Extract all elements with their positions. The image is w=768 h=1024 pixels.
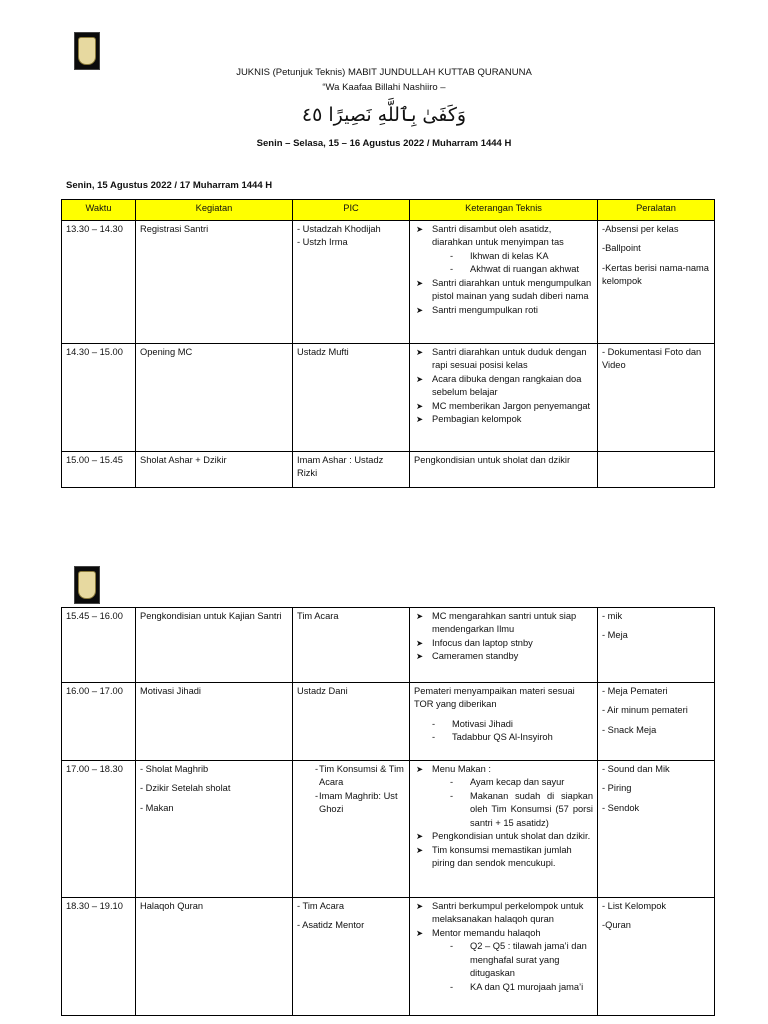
activity-line: - Makan: [140, 802, 174, 813]
notes-cell: [410, 683, 598, 761]
note-text: Mentor memandu halaqoh: [432, 927, 541, 938]
document-title: JUKNIS (Petunjuk Teknis) MABIT JUNDULLAH KUTTAB QURANUNA: [236, 67, 532, 78]
notes-cell: [410, 221, 598, 344]
activity-line: - Sholat Maghrib: [140, 764, 209, 774]
header-pic: PIC: [293, 200, 410, 221]
equipment-cell: [598, 608, 715, 683]
pic-cell: [293, 761, 410, 898]
list-item: - Imam Maghrib: Ust Ghozi: [297, 790, 405, 817]
activity-cell: Opening MC: [136, 344, 293, 452]
table-row: [62, 683, 715, 761]
equipment-cell: [598, 683, 715, 761]
header-keterangan: Keterangan Teknis: [410, 200, 598, 221]
table-header-row: [62, 200, 715, 221]
pic-line: - Tim Acara: [297, 901, 345, 911]
time-cell: 17.00 – 18.30: [62, 761, 136, 898]
pic-cell: Imam Ashar : Ustadz Rizki: [293, 452, 410, 488]
list-item: - Ikhwan di kelas KA: [432, 250, 593, 263]
equipment-item: - Meja: [602, 630, 628, 641]
arabic-verse: وَكَفَىٰ بِٱللَّهِ نَصِيرًا ٤٥: [301, 104, 467, 126]
equipment-cell: [598, 452, 715, 488]
list-item: ➤ Pembagian kelompok: [414, 413, 593, 426]
equipment-item: - Sound dan Mik: [602, 764, 670, 774]
list-item: ➤ Infocus dan laptop stnby: [414, 637, 593, 650]
list-item: ➤ MC memberikan Jargon penyemangat: [414, 400, 593, 413]
equipment-item: - Snack Meja: [602, 724, 657, 735]
equipment-item: -Quran: [602, 920, 631, 931]
list-item: ➤ Pengkondisian untuk sholat dan dzikir.: [414, 830, 593, 843]
list-item: ➤ Acara dibuka dengan rangkaian doa sebelum belajar: [414, 373, 593, 400]
table-row: [62, 221, 715, 344]
note-text: Santri disambut oleh asatidz, diarahkan untuk menyimpan tas: [432, 224, 564, 248]
activity-line: - Dzikir Setelah sholat: [140, 783, 231, 794]
list-item: - Makanan sudah di siapkan oleh Tim Konsumsi (57 porsi santri + 15 asatidz): [432, 790, 593, 830]
activity-cell: Sholat Ashar + Dzikir: [136, 452, 293, 488]
equipment-item: - Air minum pemateri: [602, 705, 688, 716]
list-item: [414, 763, 593, 830]
list-item: [414, 223, 593, 277]
activity-cell: Halaqoh Quran: [136, 898, 293, 1016]
equipment-cell: [598, 761, 715, 898]
header-waktu: Waktu: [62, 200, 136, 221]
time-cell: 18.30 – 19.10: [62, 898, 136, 1016]
time-cell: 16.00 – 17.00: [62, 683, 136, 761]
time-cell: 14.30 – 15.00: [62, 344, 136, 452]
table-row: [62, 344, 715, 452]
list-item: ➤ Santri mengumpulkan roti: [414, 304, 593, 317]
list-item: - Tim Konsumsi & Tim Acara: [297, 763, 405, 790]
emblem-icon: [78, 571, 96, 599]
list-item: - Akhwat di ruangan akhwat: [432, 263, 593, 276]
equipment-item: - Piring: [602, 783, 632, 794]
pic-cell: Ustadz Dani: [293, 683, 410, 761]
list-item: - Motivasi Jihadi: [414, 718, 593, 731]
pic-cell: [293, 898, 410, 1016]
pic-cell: Tim Acara: [293, 608, 410, 683]
equipment-item: -Kertas berisi nama-nama kelompok: [602, 262, 709, 287]
school-logo: [74, 566, 100, 604]
time-cell: 15.00 – 15.45: [62, 452, 136, 488]
equipment-item: - Sendok: [602, 802, 640, 813]
list-item: ➤ Santri diarahkan untuk duduk dengan rapi sesuai posisi kelas: [414, 346, 593, 373]
table-row: [62, 898, 715, 1016]
time-cell: 15.45 – 16.00: [62, 608, 136, 683]
list-item: - KA dan Q1 murojaah jama’i: [432, 981, 593, 994]
equipment-cell: [598, 898, 715, 1016]
header-kegiatan: Kegiatan: [136, 200, 293, 221]
time-cell: 13.30 – 14.30: [62, 221, 136, 344]
list-item: [414, 927, 593, 994]
table-row: [62, 452, 715, 488]
equipment-item: - Meja Pemateri: [602, 686, 668, 696]
activity-cell: Registrasi Santri: [136, 221, 293, 344]
equipment-item: -Ballpoint: [602, 243, 641, 254]
pic-cell: [293, 221, 410, 344]
header-peralatan: Peralatan: [598, 200, 715, 221]
emblem-icon: [78, 37, 96, 65]
list-item: ➤ Santri berkumpul perkelompok untuk melaksanakan halaqoh quran: [414, 900, 593, 927]
document-motto: “Wa Kaafaa Billahi Nashiiro –: [322, 82, 446, 93]
activity-cell: Motivasi Jihadi: [136, 683, 293, 761]
list-item: - Tadabbur QS Al-Insyiroh: [414, 731, 593, 744]
notes-cell: [410, 898, 598, 1016]
pic-line: - Ustzh Irma: [297, 237, 348, 248]
notes-cell: [410, 761, 598, 898]
activity-cell: Pengkondisian untuk Kajian Santri: [136, 608, 293, 683]
equipment-cell: [598, 221, 715, 344]
list-item: - Ayam kecap dan sayur: [432, 776, 593, 789]
school-logo: [74, 32, 100, 70]
day-title: Senin, 15 Agustus 2022 / 17 Muharram 1444 H: [66, 180, 273, 191]
notes-cell: [410, 608, 598, 683]
equipment-item: -Absensi per kelas: [602, 224, 679, 234]
pic-line: - Ustadzah Khodijah: [297, 224, 381, 234]
date-range: Senin – Selasa, 15 – 16 Agustus 2022 / Muharram 1444 H: [256, 138, 512, 149]
equipment-item: - mik: [602, 611, 623, 621]
schedule-table-1: [61, 199, 715, 488]
pic-cell: Ustadz Mufti: [293, 344, 410, 452]
equipment-cell: - Dokumentasi Foto dan Video: [598, 344, 715, 452]
note-text: Menu Makan :: [432, 764, 491, 774]
notes-cell: [410, 344, 598, 452]
list-item: - Q2 – Q5 : tilawah jama’i dan menghafal surat yang ditugaskan: [432, 940, 593, 980]
list-item: ➤ Tim konsumsi memastikan jumlah piring dan sendok mencukupi.: [414, 844, 593, 871]
list-item: ➤ Cameramen standby: [414, 650, 593, 663]
list-item: ➤ Santri diarahkan untuk mengumpulkan pistol mainan yang sudah diberi nama: [414, 277, 593, 304]
schedule-table-2: [61, 607, 715, 1016]
table-row: [62, 608, 715, 683]
table-row: [62, 761, 715, 898]
equipment-item: - List Kelompok: [602, 901, 667, 911]
note-text: Pemateri menyampaikan materi sesuai TOR yang diberikan: [414, 686, 575, 710]
activity-cell: [136, 761, 293, 898]
list-item: ➤ MC mengarahkan santri untuk siap mendengarkan Ilmu: [414, 610, 593, 637]
pic-line: - Asatidz Mentor: [297, 920, 365, 931]
notes-cell: Pengkondisian untuk sholat dan dzikir: [410, 452, 598, 488]
